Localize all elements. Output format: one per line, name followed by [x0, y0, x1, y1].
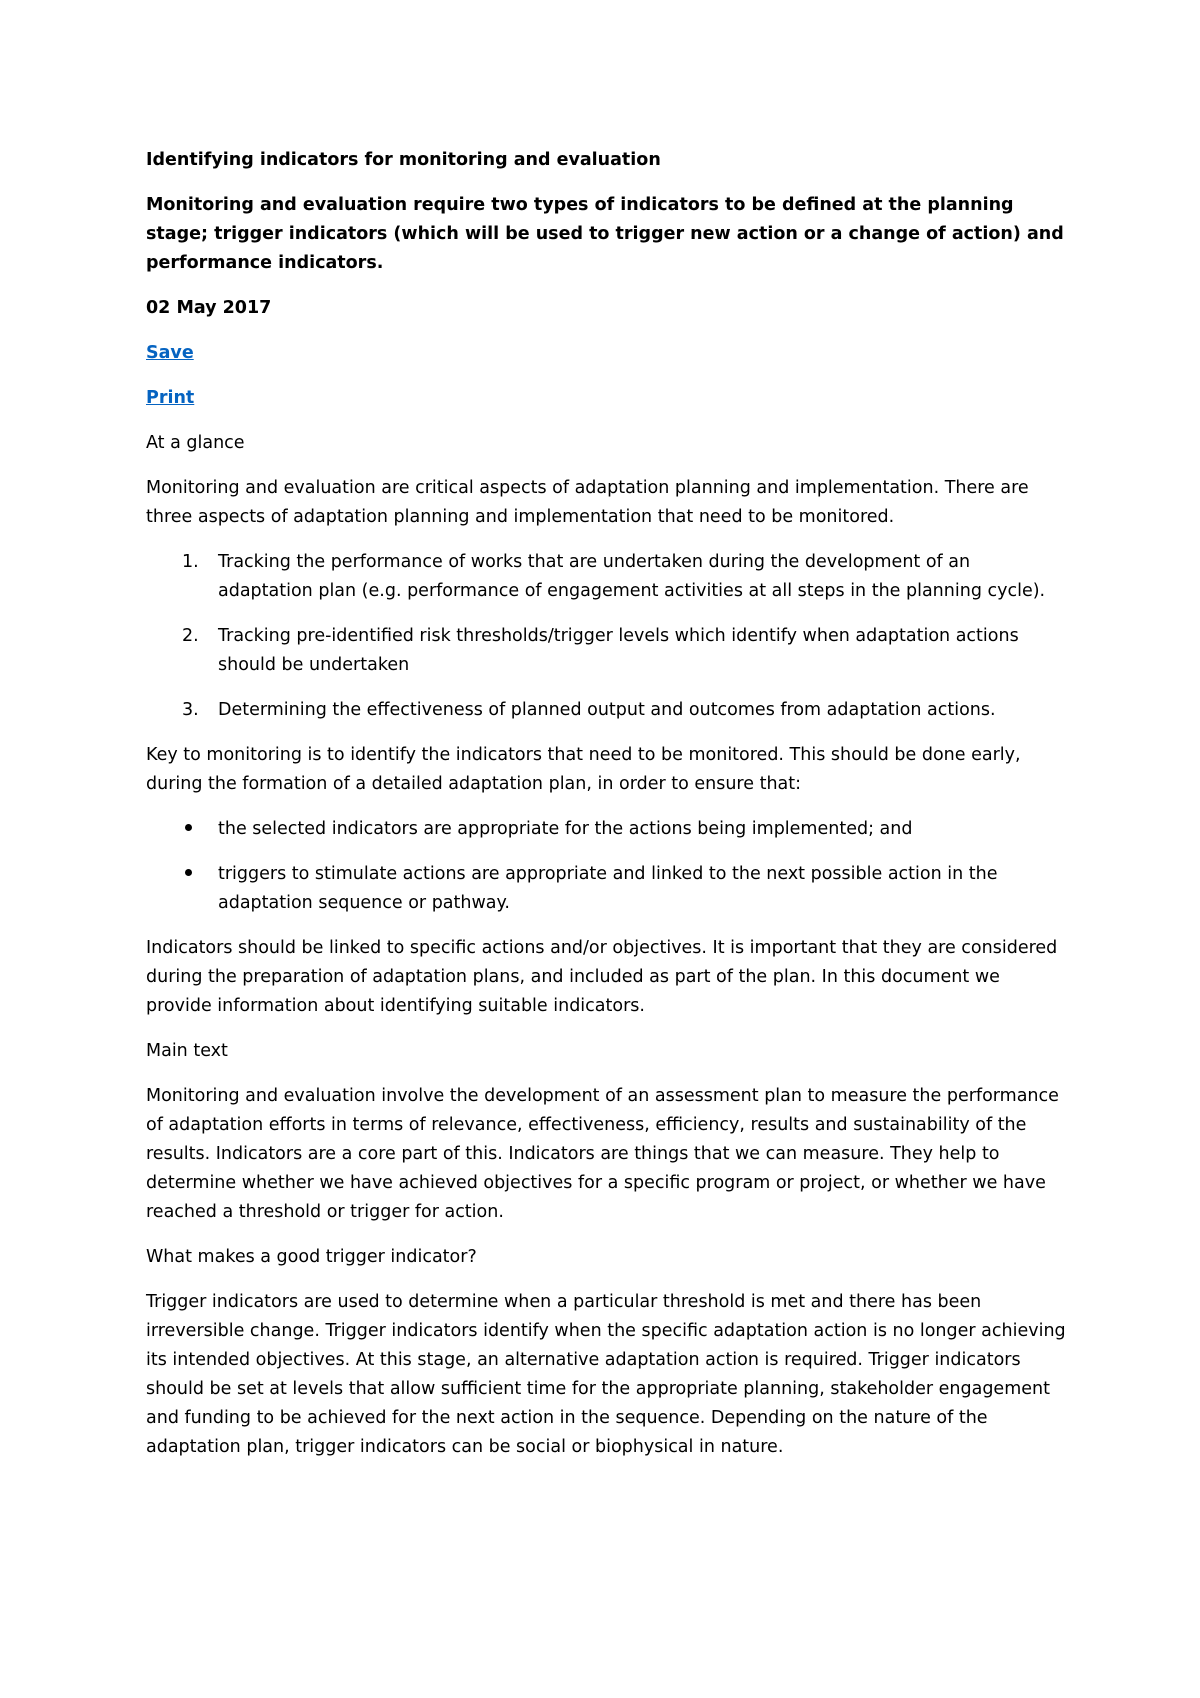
- list-number: 1.: [182, 552, 199, 572]
- print-link-row: [146, 384, 1070, 413]
- bullet-list-item: [146, 815, 1070, 844]
- at-a-glance-heading: At a glance: [146, 433, 245, 453]
- at-a-glance-intro: Monitoring and evaluation are critical aspects of adaptation planning and implementation. There are three aspects of adaptation planning and implementation that need to be monitored.: [146, 478, 1029, 527]
- publish-date: 02 May 2017: [146, 298, 272, 318]
- bullet-icon: [185, 815, 205, 844]
- trigger-indicator-paragraph: Trigger indicators are used to determine when a particular threshold is met and there has been irreversible change. Trigger indicators identify when the specific adaptation action is no longer achieving its intended objectives. At this stage, an alternative adaptation action is required. Trigger indicators should be set at levels that allow sufficient time for the appropriate planning, stakeholder engagement and funding to be achieved for the next action in the sequence. Depending on the nature of the adaptation plan, trigger indicators can be social or biophysical in nature.: [146, 1292, 1066, 1457]
- document-title: Identifying indicators for monitoring and evaluation: [146, 150, 661, 170]
- list-item-text: Determining the effectiveness of planned output and outcomes from adaptation actions.: [218, 700, 996, 720]
- trigger-indicator-heading: What makes a good trigger indicator?: [146, 1247, 477, 1267]
- main-text-heading: Main text: [146, 1041, 228, 1061]
- key-monitoring-paragraph: Key to monitoring is to identify the indicators that need to be monitored. This should be done early, during the formation of a detailed adaptation plan, in order to ensure that:: [146, 745, 1021, 794]
- bullet-list-item: [146, 860, 1070, 918]
- numbered-list-item: [146, 548, 1070, 606]
- save-link-row: [146, 339, 1070, 368]
- list-item-text: Tracking pre-identified risk thresholds/trigger levels which identify when adaptation actions should be undertaken: [218, 626, 1019, 675]
- list-item-text: the selected indicators are appropriate for the actions being implemented; and: [218, 819, 913, 839]
- bullet-list: [146, 815, 1070, 918]
- list-number: 2.: [182, 626, 199, 646]
- list-item-text: triggers to stimulate actions are appropriate and linked to the next possible action in the adaptation sequence or pathway.: [218, 864, 998, 913]
- indicators-linked-paragraph: Indicators should be linked to specific actions and/or objectives. It is important that they are considered during the preparation of adaptation plans, and included as part of the plan. In this document we provide information about identifying suitable indicators.: [146, 938, 1058, 1016]
- numbered-list-item: [146, 622, 1070, 680]
- list-item-text: Tracking the performance of works that are undertaken during the development of an adaptation plan (e.g. performance of engagement activities at all steps in the planning cycle).: [218, 552, 1046, 601]
- document-subtitle: Monitoring and evaluation require two types of indicators to be defined at the planning stage; trigger indicators (which will be used to trigger new action or a change of action) and performance indicators.: [146, 195, 1064, 273]
- numbered-list-item: [146, 696, 1070, 725]
- list-number: 3.: [182, 700, 199, 720]
- numbered-list: [146, 548, 1070, 725]
- bullet-icon: [185, 860, 205, 889]
- document-page: [146, 146, 1070, 1478]
- print-link[interactable]: Print: [146, 388, 195, 408]
- save-link[interactable]: Save: [146, 343, 194, 363]
- main-text-paragraph: Monitoring and evaluation involve the development of an assessment plan to measure the performance of adaptation efforts in terms of relevance, effectiveness, efficiency, results and sustainability of the results. Indicators are a core part of this. Indicators are things that we can measure. They help to determine whether we have achieved objectives for a specific program or project, or whether we have reached a threshold or trigger for action.: [146, 1086, 1059, 1222]
